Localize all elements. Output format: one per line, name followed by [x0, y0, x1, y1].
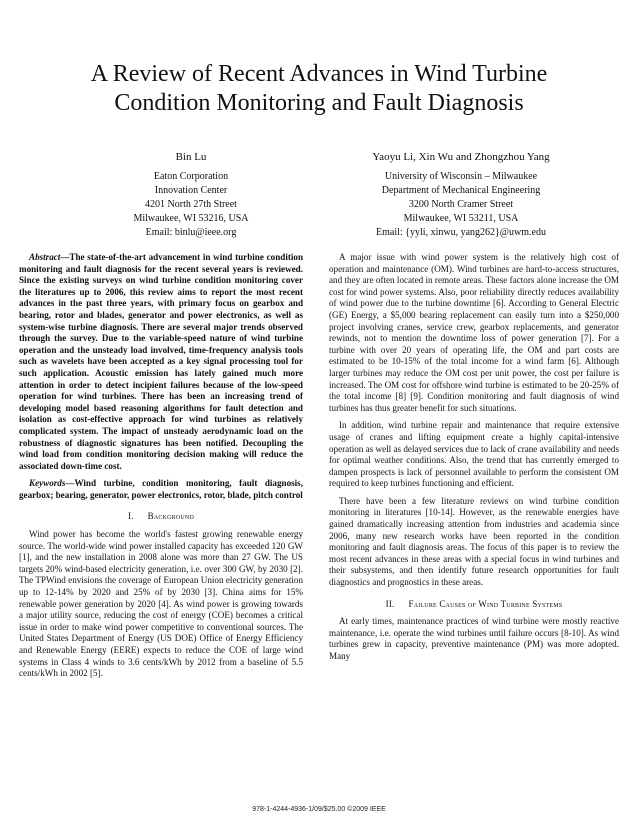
section-title: Failure Causes of Wind Turbine Systems [408, 598, 563, 609]
keywords-label: Keywords [29, 478, 66, 489]
abstract-label: Abstract [29, 252, 61, 262]
affiliation-line: Milwaukee, WI 53211, USA [403, 213, 519, 224]
author-name: Bin Lu [175, 151, 207, 163]
author-email: Email: binlu@ieee.org [145, 227, 237, 238]
abstract-text: —The state-of-the-art advancement in wind turbine condition monitoring and fault diagnosis for the recent several years is reviewed. Since the existing surveys on wind turbine condition monitoring cover the literatures up to 2006, this review aims to report the most recent advances in the past three years, with primary focus on gearbox and bearing, rotor and blades, generator and power electronics, as well as system-wise turbine diagnosis. There are several major trends observed through the survey. Due to the variable-speed nature of wind turbine operation and the unsteady load involved, time-frequency analysis tools such as wavelets have been accepted as a key signal processing tool for such application. Acoustic emission has lately gained much more attention in order to detect incipient failures because of the low-speed operation for wind turbines. There has been an increasing trend of developing model based reasoning algorithms for fault detection and isolation as cost-effective approach for wind turbines as relatively complicated system. The impact of unsteady aerodynamic load on the robustness of diagnostic signatures has been notified. Decoupling the wind load from condition monitoring decision making will reduce the associated down-time cost. [19, 252, 303, 471]
affiliation-line: 3200 North Cramer Street [408, 199, 514, 210]
author-block-left [66, 150, 316, 240]
affiliation-line: 4201 North 27th Street [145, 199, 237, 210]
affiliation-line: Milwaukee, WI 53216, USA [133, 213, 249, 224]
section-title: Background [147, 511, 194, 522]
author-block-right [332, 150, 590, 240]
section-number: I. [128, 511, 134, 522]
section-heading [19, 511, 303, 523]
keywords [19, 478, 303, 501]
affiliation-line: Innovation Center [154, 185, 228, 196]
affiliation-line: Eaton Corporation [153, 171, 229, 182]
copyright-footer: 978-1-4244-4936-1/09/$25.00 ©2009 IEEE [252, 806, 386, 813]
body-paragraph: There have been a few literature reviews on wind turbine condition monitoring in literatures [10-14]. However, as the renewable energies have gained dramatically increasing attention from industries and academia since 2006, many new research works have been reported in the condition monitoring and fault diagnosis areas. The focus of this paper is to review the most recent advances in these areas with a special focus in wind turbines and their subsystems, and then identify future research opportunities for fault diagnostics and prognostics in these areas. [329, 495, 619, 588]
abstract [19, 252, 303, 472]
author-email: Email: {yyli, xinwu, yang262}@uwm.edu [376, 227, 546, 238]
body-paragraph: Wind power has become the world's fastest growing renewable energy source. The world-wide wind power installed capacity has exceeded 120 GW [1], and the new installation in 2008 alone was more than 27 GW. The US targets 20% wind-based electricity generation, i.e. over 300 GW, by 2030 [2]. The TPWind envisions the coverage of European Union electricity generation up to 12-14% by 2020 and 25% of by 2030 [3]. China aims for 15% renewable power generation by 2020 [4]. As wind power is growing towards a major utility source, reducing the cost of energy (COE) becomes a critical issue in order to make wind power competitive to conventional sources. The United States Department of Energy (US DOE) Office of Energy Efficiency and Renewable Energy (EERE) expects to reduce the COE of large wind systems in Class 4 winds to 3.6 cents/kWh by 2012 from a baseline of 5.5 cents/kWh in 2002 [5]. [19, 529, 303, 679]
left-column [19, 252, 303, 686]
section-heading [329, 599, 619, 611]
body-paragraph: In addition, wind turbine repair and maintenance that require extensive usage of cranes and lifting equipment create a highly capital-intensive operation as well as delayed services due to lack of crane availability and needs for optimal weather conditions. Also, the trend that has currently emerged to dampen prospects is lack of personnel available to perform the consistent OM required to keep turbines functioning and efficient. [329, 420, 619, 489]
paper-title: A Review of Recent Advances in Wind Turbine Condition Monitoring and Fault Diagnosis [90, 61, 548, 116]
body-paragraph: A major issue with wind power system is the relatively high cost of operation and maintenance (OM). Wind turbines are hard-to-access structures, and they are often located in remote areas. These factors alone increase the OM cost for wind power systems. Also, poor reliability directly reduces availability of wind power due to the turbine downtime [6]. According to General Electric (GE) Energy, a $5,000 bearing replacement can easily turn into a $250,000 project involving cranes, service crew, gearbox replacements, and generator rewinds, not to mention the downtime loss of power generation [7]. For a turbine with over 20 years of operating life, the OM and part costs are estimated to be 10-15% of the total income for a wind farm [6]. Although larger turbines may reduce the OM cost per unit power, the cost per failure is increased. The OM cost for offshore wind turbine is estimated to be 20-25% of the total income [8] [9]. Condition monitoring and fault diagnosis of wind turbines has thus greater benefit for such situations. [329, 252, 619, 413]
right-column [329, 252, 619, 669]
affiliation-line: Department of Mechanical Engineering [381, 185, 541, 196]
body-paragraph: At early times, maintenance practices of wind turbine were mostly reactive maintenance, i.e. operate the wind turbines until failure occurs [8-10]. As wind turbines grew in capacity, preventive maintenance (PM) was more adopted. Many [329, 616, 619, 661]
affiliation-line: University of Wisconsin – Milwaukee [384, 171, 538, 182]
author-name: Yaoyu Li, Xin Wu and Zhongzhou Yang [372, 151, 550, 163]
section-number: II. [385, 598, 395, 609]
keywords-text: —Wind turbine, condition monitoring, fault diagnosis, gearbox; bearing, generator, power electronics, rotor, blade, pitch control [19, 478, 303, 500]
